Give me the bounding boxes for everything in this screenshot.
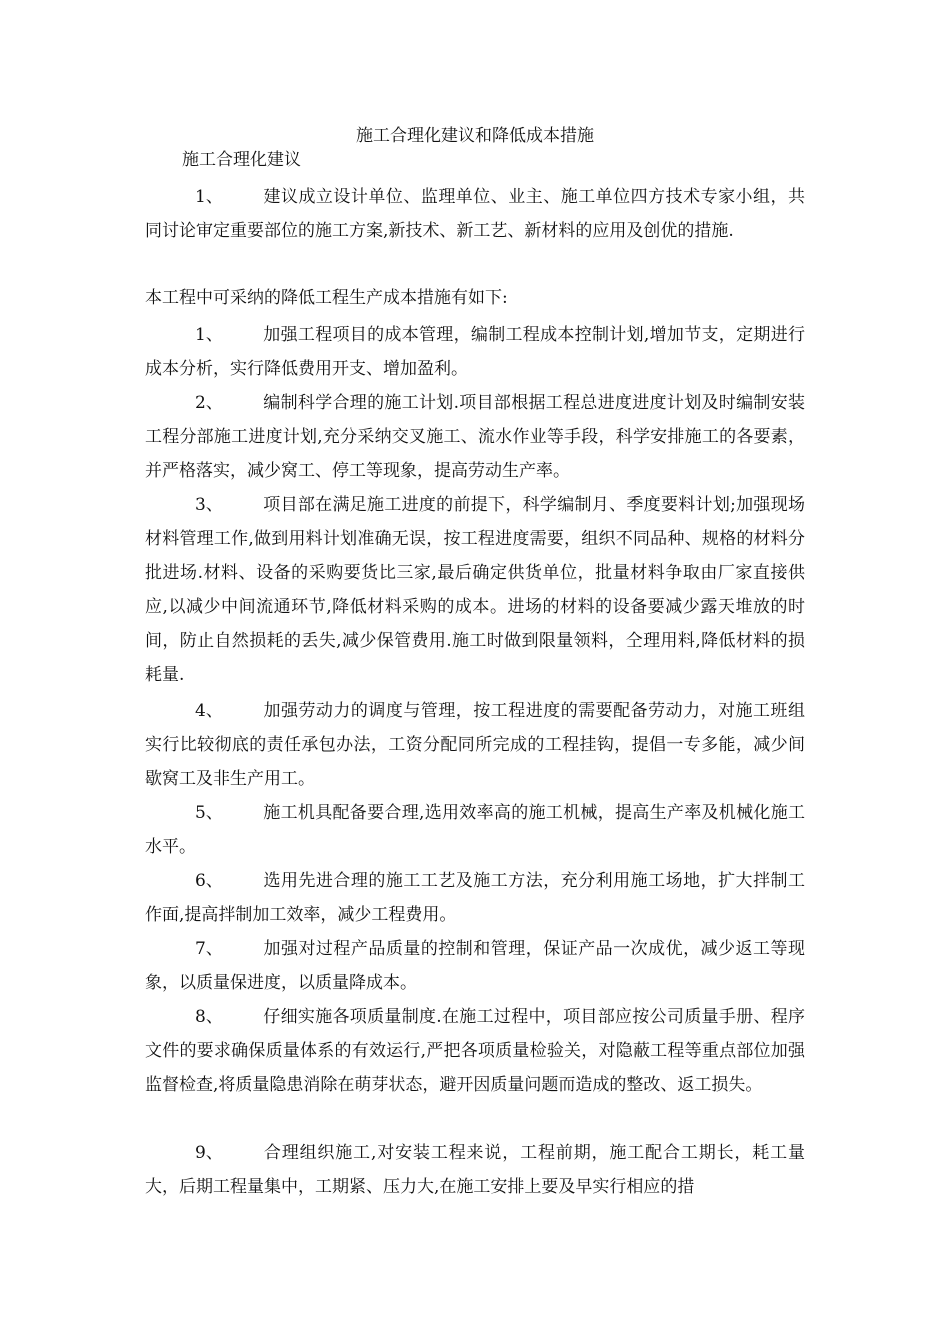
measures-intro: 本工程中可采纳的降低工程生产成本措施有如下: bbox=[145, 288, 508, 308]
measure-paragraph bbox=[145, 488, 805, 692]
section-heading: 施工合理化建议 bbox=[182, 150, 301, 170]
measure-paragraph bbox=[145, 932, 805, 1000]
measure-number: 9、 bbox=[195, 1143, 223, 1163]
measure-number: 2、 bbox=[195, 393, 223, 413]
measure-number: 3、 bbox=[195, 495, 223, 515]
measure-paragraph bbox=[145, 386, 805, 488]
proposal-number: 1、 bbox=[195, 187, 223, 207]
measure-paragraph bbox=[145, 318, 805, 386]
measure-text: 编制科学合理的施工计划.项目部根据工程总进度进度计划及时编制安装工程分部施工进度计划,充分采纳交叉施工、流水作业等手段，科学安排施工的各要素，并严格落实，减少窝工、停工等现象，提高劳动生产率。 bbox=[145, 393, 805, 481]
document-title: 施工合理化建议和降低成本措施 bbox=[356, 126, 594, 146]
measure-number: 8、 bbox=[195, 1007, 223, 1027]
measure-paragraph bbox=[145, 694, 805, 796]
measure-number: 1、 bbox=[195, 325, 223, 345]
measure-text: 合理组织施工,对安装工程来说，工程前期，施工配合工期长，耗工量大，后期工程量集中，工期紧、压力大,在施工安排上要及早实行相应的措 bbox=[145, 1143, 805, 1197]
measure-number: 4、 bbox=[195, 701, 223, 721]
proposal-text: 建议成立设计单位、监理单位、业主、施工单位四方技术专家小组，共同讨论审定重要部位的施工方案,新技术、新工艺、新材料的应用及创优的措施. bbox=[145, 187, 805, 241]
measure-text: 加强对过程产品质量的控制和管理，保证产品一次成优，减少返工等现象，以质量保进度，以质量降成本。 bbox=[145, 939, 805, 993]
measure-text: 加强工程项目的成本管理，编制工程成本控制计划,增加节支，定期进行成本分析，实行降低费用开支、增加盈利。 bbox=[145, 325, 805, 379]
measure-paragraph bbox=[145, 796, 805, 864]
measure-text: 加强劳动力的调度与管理，按工程进度的需要配备劳动力，对施工班组实行比较彻底的责任承包办法，工资分配同所完成的工程挂钩，提倡一专多能，减少间歇窝工及非生产用工。 bbox=[145, 701, 805, 789]
measure-number: 6、 bbox=[195, 871, 223, 891]
measure-paragraph bbox=[145, 864, 805, 932]
measure-text: 仔细实施各项质量制度.在施工过程中，项目部应按公司质量手册、程序文件的要求确保质量体系的有效运行,严把各项质量检验关，对隐蔽工程等重点部位加强监督检查,将质量隐患消除在萌芽状态，避开因质量问题而造成的整改、返工损失。 bbox=[145, 1007, 805, 1095]
proposal-paragraph bbox=[145, 180, 805, 248]
measure-text: 项目部在满足施工进度的前提下，科学编制月、季度要料计划;加强现场材料管理工作,做到用料计划准确无误，按工程进度需要，组织不同品种、规格的材料分批进场.材料、设备的采购要货比三家,最后确定供货单位，批量材料争取由厂家直接供应,以减少中间流通环节,降低材料采购的成本。进场的材料的设备要减少露天堆放的时间，防止自然损耗的丢失,减少保管费用.施工时做到限量领料，仝理用料,降低材料的损耗量. bbox=[145, 495, 805, 685]
measure-text: 选用先进合理的施工工艺及施工方法，充分利用施工场地，扩大拌制工作面,提高拌制加工效率，减少工程费用。 bbox=[145, 871, 805, 925]
measure-number: 7、 bbox=[195, 939, 223, 959]
measure-text: 施工机具配备要合理,选用效率高的施工机械，提高生产率及机械化施工水平。 bbox=[145, 803, 805, 857]
measure-paragraph bbox=[145, 1136, 805, 1204]
measure-number: 5、 bbox=[195, 803, 223, 823]
measure-paragraph bbox=[145, 1000, 805, 1102]
